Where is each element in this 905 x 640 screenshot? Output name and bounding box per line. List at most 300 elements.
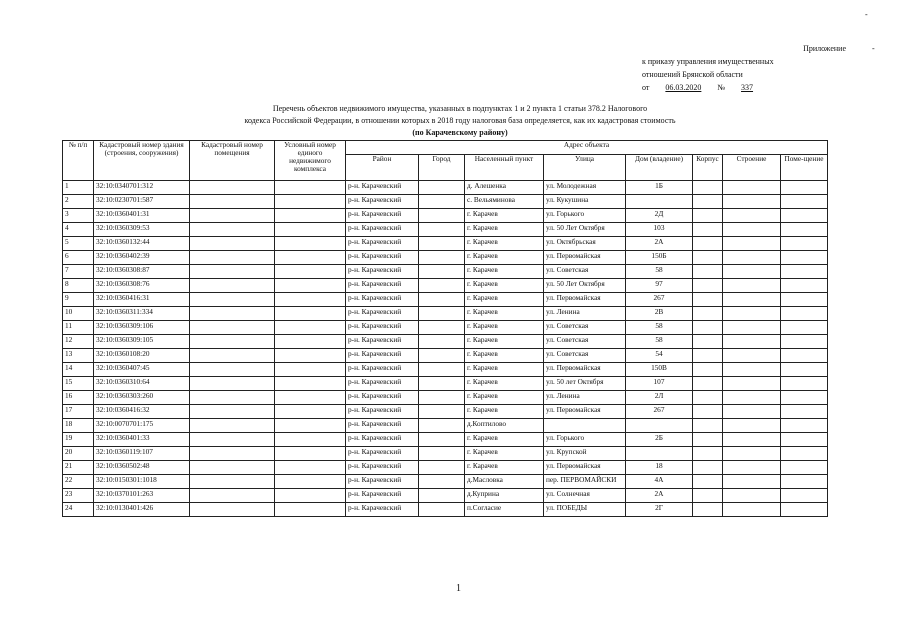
cond-number-cell	[275, 237, 346, 251]
table-row	[63, 265, 828, 279]
house-cell: 58	[626, 335, 693, 349]
house-cell: 103	[626, 223, 693, 237]
room-cell	[781, 223, 828, 237]
header-street: Улица	[544, 155, 626, 181]
street-cell: ул. Советская	[544, 265, 626, 279]
house-cell: 58	[626, 265, 693, 279]
locality-cell: г. Карачев	[465, 377, 544, 391]
building-cell	[723, 223, 781, 237]
street-cell: ул. Советская	[544, 335, 626, 349]
room-cell	[781, 461, 828, 475]
row-number: 18	[63, 419, 94, 433]
house-cell: 58	[626, 321, 693, 335]
building-cell	[723, 265, 781, 279]
building-cell	[723, 419, 781, 433]
city-cell	[419, 251, 465, 265]
building-cell	[723, 503, 781, 517]
cad-number: 32:10:0130401:426	[94, 503, 190, 517]
district-cell: р-н. Карачевский	[346, 293, 419, 307]
city-cell	[419, 307, 465, 321]
locality-cell: г. Карачев	[465, 433, 544, 447]
house-cell: 2А	[626, 237, 693, 251]
street-cell: ул. Первомайская	[544, 405, 626, 419]
street-cell: ул. Советская	[544, 321, 626, 335]
street-cell: ул. Первомайская	[544, 461, 626, 475]
row-number: 9	[63, 293, 94, 307]
building-cell	[723, 391, 781, 405]
building-cell	[723, 237, 781, 251]
building-cell	[723, 209, 781, 223]
room-cell	[781, 279, 828, 293]
room-cad-cell	[190, 321, 275, 335]
table-row	[63, 321, 828, 335]
cond-number-cell	[275, 433, 346, 447]
street-cell: ул. Горького	[544, 433, 626, 447]
district-cell: р-н. Карачевский	[346, 251, 419, 265]
header-address: Адрес объекта	[346, 141, 828, 155]
table-row	[63, 363, 828, 377]
room-cad-cell	[190, 307, 275, 321]
block-cell	[693, 265, 723, 279]
locality-cell: п.Согласие	[465, 503, 544, 517]
room-cad-cell	[190, 237, 275, 251]
cad-number: 32:10:0360407:45	[94, 363, 190, 377]
building-cell	[723, 335, 781, 349]
street-cell: ул. Солнечная	[544, 489, 626, 503]
house-cell: 97	[626, 279, 693, 293]
margin-dash-mark: -	[872, 44, 875, 53]
district-cell: р-н. Карачевский	[346, 391, 419, 405]
room-cell	[781, 321, 828, 335]
district-cell: р-н. Карачевский	[346, 461, 419, 475]
cond-number-cell	[275, 265, 346, 279]
locality-cell: г. Карачев	[465, 447, 544, 461]
room-cad-cell	[190, 447, 275, 461]
from-label: от	[642, 83, 650, 92]
street-cell: ул. Ленина	[544, 307, 626, 321]
row-number: 6	[63, 251, 94, 265]
table-row	[63, 223, 828, 237]
building-cell	[723, 279, 781, 293]
cad-number: 32:10:0360309:105	[94, 335, 190, 349]
table-body	[63, 181, 828, 517]
locality-cell: г. Карачев	[465, 237, 544, 251]
room-cad-cell	[190, 377, 275, 391]
row-number: 8	[63, 279, 94, 293]
cad-number: 32:10:0360311:334	[94, 307, 190, 321]
cond-number-cell	[275, 251, 346, 265]
city-cell	[419, 419, 465, 433]
district-cell: р-н. Карачевский	[346, 419, 419, 433]
cad-number: 32:10:0360309:106	[94, 321, 190, 335]
room-cad-cell	[190, 391, 275, 405]
locality-cell: г. Карачев	[465, 209, 544, 223]
row-number: 22	[63, 475, 94, 489]
building-cell	[723, 181, 781, 195]
block-cell	[693, 433, 723, 447]
order-number: 337	[741, 83, 754, 92]
block-cell	[693, 181, 723, 195]
header-cad-room: Кадастровый номер помещения	[190, 141, 275, 181]
street-cell: пер. ПЕРВОМАЙСКИ	[544, 475, 626, 489]
block-cell	[693, 489, 723, 503]
city-cell	[419, 209, 465, 223]
block-cell	[693, 475, 723, 489]
block-cell	[693, 447, 723, 461]
cond-number-cell	[275, 293, 346, 307]
block-cell	[693, 251, 723, 265]
cad-number: 32:10:0360308:76	[94, 279, 190, 293]
cad-number: 32:10:0070701:175	[94, 419, 190, 433]
block-cell	[693, 419, 723, 433]
table-row	[63, 349, 828, 363]
city-cell	[419, 293, 465, 307]
building-cell	[723, 405, 781, 419]
block-cell	[693, 237, 723, 251]
street-cell: ул. Первомайская	[544, 251, 626, 265]
city-cell	[419, 433, 465, 447]
locality-cell: г. Карачев	[465, 223, 544, 237]
table-row	[63, 181, 828, 195]
building-cell	[723, 433, 781, 447]
district-cell: р-н. Карачевский	[346, 265, 419, 279]
district-cell: р-н. Карачевский	[346, 363, 419, 377]
document-title	[200, 103, 720, 139]
title-line-1: Перечень объектов недвижимого имущества, указанных в подпунктах 1 и 2 пункта 1 статьи 378.2 Налогового	[272, 104, 648, 113]
cond-number-cell	[275, 181, 346, 195]
table-row	[63, 461, 828, 475]
table-row	[63, 447, 828, 461]
table-row	[63, 419, 828, 433]
street-cell: ул. ПОБЕДЫ	[544, 503, 626, 517]
house-cell	[626, 195, 693, 209]
header-district: Район	[346, 155, 419, 181]
cad-number: 32:10:0360402:39	[94, 251, 190, 265]
district-cell: р-н. Карачевский	[346, 349, 419, 363]
cad-number: 32:10:0360119:107	[94, 447, 190, 461]
city-cell	[419, 447, 465, 461]
district-cell: р-н. Карачевский	[346, 321, 419, 335]
room-cad-cell	[190, 461, 275, 475]
city-cell	[419, 223, 465, 237]
row-number: 17	[63, 405, 94, 419]
block-cell	[693, 293, 723, 307]
house-cell	[626, 447, 693, 461]
cad-number: 32:10:0360108:20	[94, 349, 190, 363]
row-number: 3	[63, 209, 94, 223]
table-row	[63, 195, 828, 209]
cond-number-cell	[275, 461, 346, 475]
table-row	[63, 489, 828, 503]
city-cell	[419, 391, 465, 405]
city-cell	[419, 363, 465, 377]
header-city: Город	[419, 155, 465, 181]
locality-cell: д. Алешенка	[465, 181, 544, 195]
room-cell	[781, 251, 828, 265]
locality-cell: г. Карачев	[465, 251, 544, 265]
street-cell	[544, 419, 626, 433]
cad-number: 32:10:0360502:48	[94, 461, 190, 475]
house-cell: 107	[626, 377, 693, 391]
table-row	[63, 237, 828, 251]
cond-number-cell	[275, 447, 346, 461]
house-cell	[626, 419, 693, 433]
city-cell	[419, 405, 465, 419]
building-cell	[723, 195, 781, 209]
building-cell	[723, 475, 781, 489]
house-cell: 2Г	[626, 503, 693, 517]
room-cad-cell	[190, 251, 275, 265]
district-cell: р-н. Карачевский	[346, 209, 419, 223]
room-cell	[781, 349, 828, 363]
table-row	[63, 307, 828, 321]
table-row	[63, 475, 828, 489]
block-cell	[693, 209, 723, 223]
district-cell: р-н. Карачевский	[346, 447, 419, 461]
locality-cell: г. Карачев	[465, 405, 544, 419]
locality-cell: г. Карачев	[465, 279, 544, 293]
row-number: 10	[63, 307, 94, 321]
room-cad-cell	[190, 181, 275, 195]
cad-number: 32:10:0150301:1018	[94, 475, 190, 489]
header-building: Строение	[723, 155, 781, 181]
header-room: Поме-щение	[781, 155, 828, 181]
house-cell: 54	[626, 349, 693, 363]
cond-number-cell	[275, 489, 346, 503]
room-cell	[781, 307, 828, 321]
house-cell: 2Б	[626, 433, 693, 447]
building-cell	[723, 377, 781, 391]
room-cell	[781, 195, 828, 209]
cond-number-cell	[275, 419, 346, 433]
cond-number-cell	[275, 279, 346, 293]
row-number: 13	[63, 349, 94, 363]
city-cell	[419, 279, 465, 293]
house-cell: 2В	[626, 307, 693, 321]
locality-cell: г. Карачев	[465, 321, 544, 335]
room-cell	[781, 181, 828, 195]
room-cad-cell	[190, 475, 275, 489]
appendix-heading: Приложение	[803, 44, 846, 53]
block-cell	[693, 377, 723, 391]
row-number: 12	[63, 335, 94, 349]
cad-number: 32:10:0360401:31	[94, 209, 190, 223]
room-cad-cell	[190, 489, 275, 503]
city-cell	[419, 377, 465, 391]
cad-number: 32:10:0360310:64	[94, 377, 190, 391]
room-cell	[781, 433, 828, 447]
street-cell: ул. 50 лет Октября	[544, 377, 626, 391]
block-cell	[693, 503, 723, 517]
room-cad-cell	[190, 195, 275, 209]
table-row	[63, 335, 828, 349]
building-cell	[723, 251, 781, 265]
house-cell: 2Д	[626, 209, 693, 223]
block-cell	[693, 405, 723, 419]
street-cell: ул. Кукушина	[544, 195, 626, 209]
room-cad-cell	[190, 363, 275, 377]
cond-number-cell	[275, 223, 346, 237]
district-cell: р-н. Карачевский	[346, 335, 419, 349]
order-date: 06.03.2020	[665, 83, 702, 92]
header-block: Корпус	[693, 155, 723, 181]
district-cell: р-н. Карачевский	[346, 237, 419, 251]
street-cell: ул. 50 Лет Октября	[544, 223, 626, 237]
city-cell	[419, 181, 465, 195]
street-cell: ул. Молодежная	[544, 181, 626, 195]
table-row	[63, 251, 828, 265]
cad-number: 32:10:0360132:44	[94, 237, 190, 251]
cad-number: 32:10:0360416:31	[94, 293, 190, 307]
locality-cell: г. Карачев	[465, 349, 544, 363]
city-cell	[419, 475, 465, 489]
room-cad-cell	[190, 279, 275, 293]
table-row	[63, 391, 828, 405]
street-cell: ул. Первомайская	[544, 363, 626, 377]
cond-number-cell	[275, 363, 346, 377]
district-cell: р-н. Карачевский	[346, 503, 419, 517]
district-cell: р-н. Карачевский	[346, 223, 419, 237]
room-cell	[781, 419, 828, 433]
street-cell: ул. Крупской	[544, 447, 626, 461]
block-cell	[693, 195, 723, 209]
block-cell	[693, 349, 723, 363]
row-number: 21	[63, 461, 94, 475]
locality-cell: г. Карачев	[465, 293, 544, 307]
cond-number-cell	[275, 307, 346, 321]
table-row	[63, 293, 828, 307]
room-cad-cell	[190, 209, 275, 223]
city-cell	[419, 489, 465, 503]
room-cad-cell	[190, 503, 275, 517]
city-cell	[419, 237, 465, 251]
cond-number-cell	[275, 475, 346, 489]
cond-number-cell	[275, 377, 346, 391]
cond-number-cell	[275, 335, 346, 349]
house-cell: 2Л	[626, 391, 693, 405]
district-cell: р-н. Карачевский	[346, 475, 419, 489]
row-number: 16	[63, 391, 94, 405]
row-number: 7	[63, 265, 94, 279]
row-number: 20	[63, 447, 94, 461]
house-cell: 267	[626, 293, 693, 307]
title-district: (по Карачевскому району)	[412, 128, 508, 137]
street-cell: ул. Горького	[544, 209, 626, 223]
cad-number: 32:10:0360309:53	[94, 223, 190, 237]
cond-number-cell	[275, 195, 346, 209]
building-cell	[723, 489, 781, 503]
header-num: № п/п	[63, 141, 94, 181]
table-header-row	[63, 141, 828, 155]
block-cell	[693, 363, 723, 377]
street-cell: ул. Октябрьская	[544, 237, 626, 251]
city-cell	[419, 335, 465, 349]
building-cell	[723, 461, 781, 475]
table-row	[63, 209, 828, 223]
locality-cell: г. Карачев	[465, 363, 544, 377]
block-cell	[693, 223, 723, 237]
district-cell: р-н. Карачевский	[346, 405, 419, 419]
row-number: 19	[63, 433, 94, 447]
house-cell: 150В	[626, 363, 693, 377]
locality-cell: д.Куприна	[465, 489, 544, 503]
property-table	[62, 140, 828, 517]
room-cell	[781, 447, 828, 461]
table-row	[63, 279, 828, 293]
house-cell: 4А	[626, 475, 693, 489]
building-cell	[723, 293, 781, 307]
cond-number-cell	[275, 349, 346, 363]
room-cell	[781, 265, 828, 279]
cond-number-cell	[275, 503, 346, 517]
page-number: 1	[456, 583, 461, 594]
table-row	[63, 503, 828, 517]
locality-cell: г. Карачев	[465, 307, 544, 321]
room-cad-cell	[190, 405, 275, 419]
row-number: 2	[63, 195, 94, 209]
cad-number: 32:10:0360401:33	[94, 433, 190, 447]
cad-number: 32:10:0360416:32	[94, 405, 190, 419]
appendix-date-line	[620, 81, 850, 94]
city-cell	[419, 321, 465, 335]
room-cell	[781, 209, 828, 223]
district-cell: р-н. Карачевский	[346, 377, 419, 391]
locality-cell: г. Карачев	[465, 265, 544, 279]
house-cell: 150Б	[626, 251, 693, 265]
header-house: Дом (владение)	[626, 155, 693, 181]
row-number: 14	[63, 363, 94, 377]
district-cell: р-н. Карачевский	[346, 279, 419, 293]
house-cell: 1Б	[626, 181, 693, 195]
room-cell	[781, 293, 828, 307]
city-cell	[419, 265, 465, 279]
block-cell	[693, 335, 723, 349]
city-cell	[419, 503, 465, 517]
locality-cell: г. Карачев	[465, 335, 544, 349]
locality-cell: д.Масловка	[465, 475, 544, 489]
house-cell: 267	[626, 405, 693, 419]
row-number: 5	[63, 237, 94, 251]
room-cad-cell	[190, 433, 275, 447]
room-cad-cell	[190, 293, 275, 307]
room-cell	[781, 335, 828, 349]
room-cad-cell	[190, 335, 275, 349]
room-cad-cell	[190, 349, 275, 363]
room-cell	[781, 475, 828, 489]
house-cell: 18	[626, 461, 693, 475]
table-row	[63, 377, 828, 391]
district-cell: р-н. Карачевский	[346, 489, 419, 503]
locality-cell: с. Вельяминова	[465, 195, 544, 209]
room-cell	[781, 237, 828, 251]
number-label: №	[717, 83, 726, 92]
room-cell	[781, 489, 828, 503]
district-cell: р-н. Карачевский	[346, 181, 419, 195]
title-line-2: кодекса Российской Федерации, в отношении которых в 2018 году налоговая база определяется, как их кадастровая стоимость	[244, 116, 676, 125]
district-cell: р-н. Карачевский	[346, 433, 419, 447]
street-cell: ул. Первомайская	[544, 293, 626, 307]
locality-cell: д.Коптилово	[465, 419, 544, 433]
appendix-department-line: отношений Брянской области	[642, 70, 743, 79]
row-number: 15	[63, 377, 94, 391]
row-number: 23	[63, 489, 94, 503]
city-cell	[419, 195, 465, 209]
room-cell	[781, 405, 828, 419]
cad-number: 32:10:0370101:263	[94, 489, 190, 503]
room-cell	[781, 503, 828, 517]
building-cell	[723, 321, 781, 335]
building-cell	[723, 363, 781, 377]
